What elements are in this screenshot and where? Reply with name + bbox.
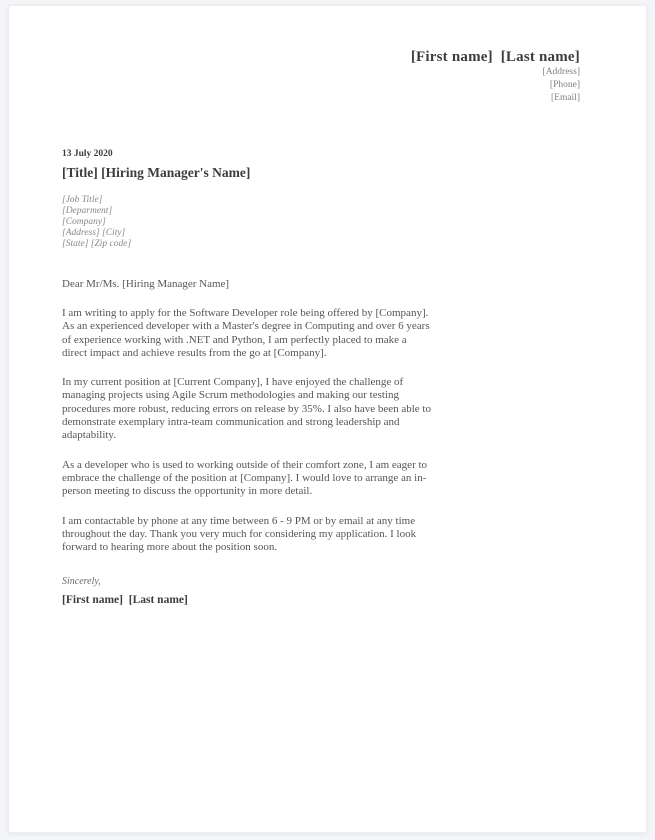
recipient-job-title: [Job Title] [62,195,103,205]
sender-name: [First name] [Last name] [410,49,580,65]
recipient-state-zip: [State] [Zip code] [62,239,132,249]
recipient-company: [Company] [62,217,106,227]
sender-header [9,6,646,105]
cover-letter-page [8,5,647,833]
recipient-details [62,195,449,250]
letter-date: 13 July 2020 [62,149,113,159]
letter-body [9,148,449,607]
recipient-address-city: [Address] [City] [62,228,126,238]
sender-address: [Address] [542,67,580,77]
paragraph-motivation: As a developer who is used to working outside of their comfort zone, I am eager to embrace the challenge of the position at [Company]. I would love to arrange an in-person meeting to discuss the opportunity in more detail. [62,458,428,498]
paragraph-intro: I am writing to apply for the Software Developer role being offered by [Company]. As an experienced developer with a Master's degree in Computing and over 6 years of experience working with .NET and Python, I am perfectly placed to make a direct impact and achieve results from the go at [Company]. [62,307,430,359]
paragraph-current-position: In my current position at [Current Company], I have enjoyed the challenge of managing projects using Agile Scrum methodologies and making our testing procedures more robust, reducing errors on release by 35%. I also have been able to demonstrate exemplary intra-team communication and strong leadership and adaptability. [62,376,431,442]
closing-salutation: Sincerely, [62,576,101,588]
sender-email: [Email] [550,93,580,103]
paragraph-contact-availability: I am contactable by phone at any time between 6 - 9 PM or by email at any time throughout the day. Thank you very much for considering my application. I look forward to hearing more about the position soon. [62,514,417,554]
signature-name: [First name] [Last name] [62,594,188,607]
salutation: Dear Mr/Ms. [Hiring Manager Name] [62,278,230,290]
sender-phone: [Phone] [549,80,580,90]
recipient-name-title: [Title] [Hiring Manager's Name] [62,165,251,180]
recipient-department: [Deparment] [62,206,113,216]
